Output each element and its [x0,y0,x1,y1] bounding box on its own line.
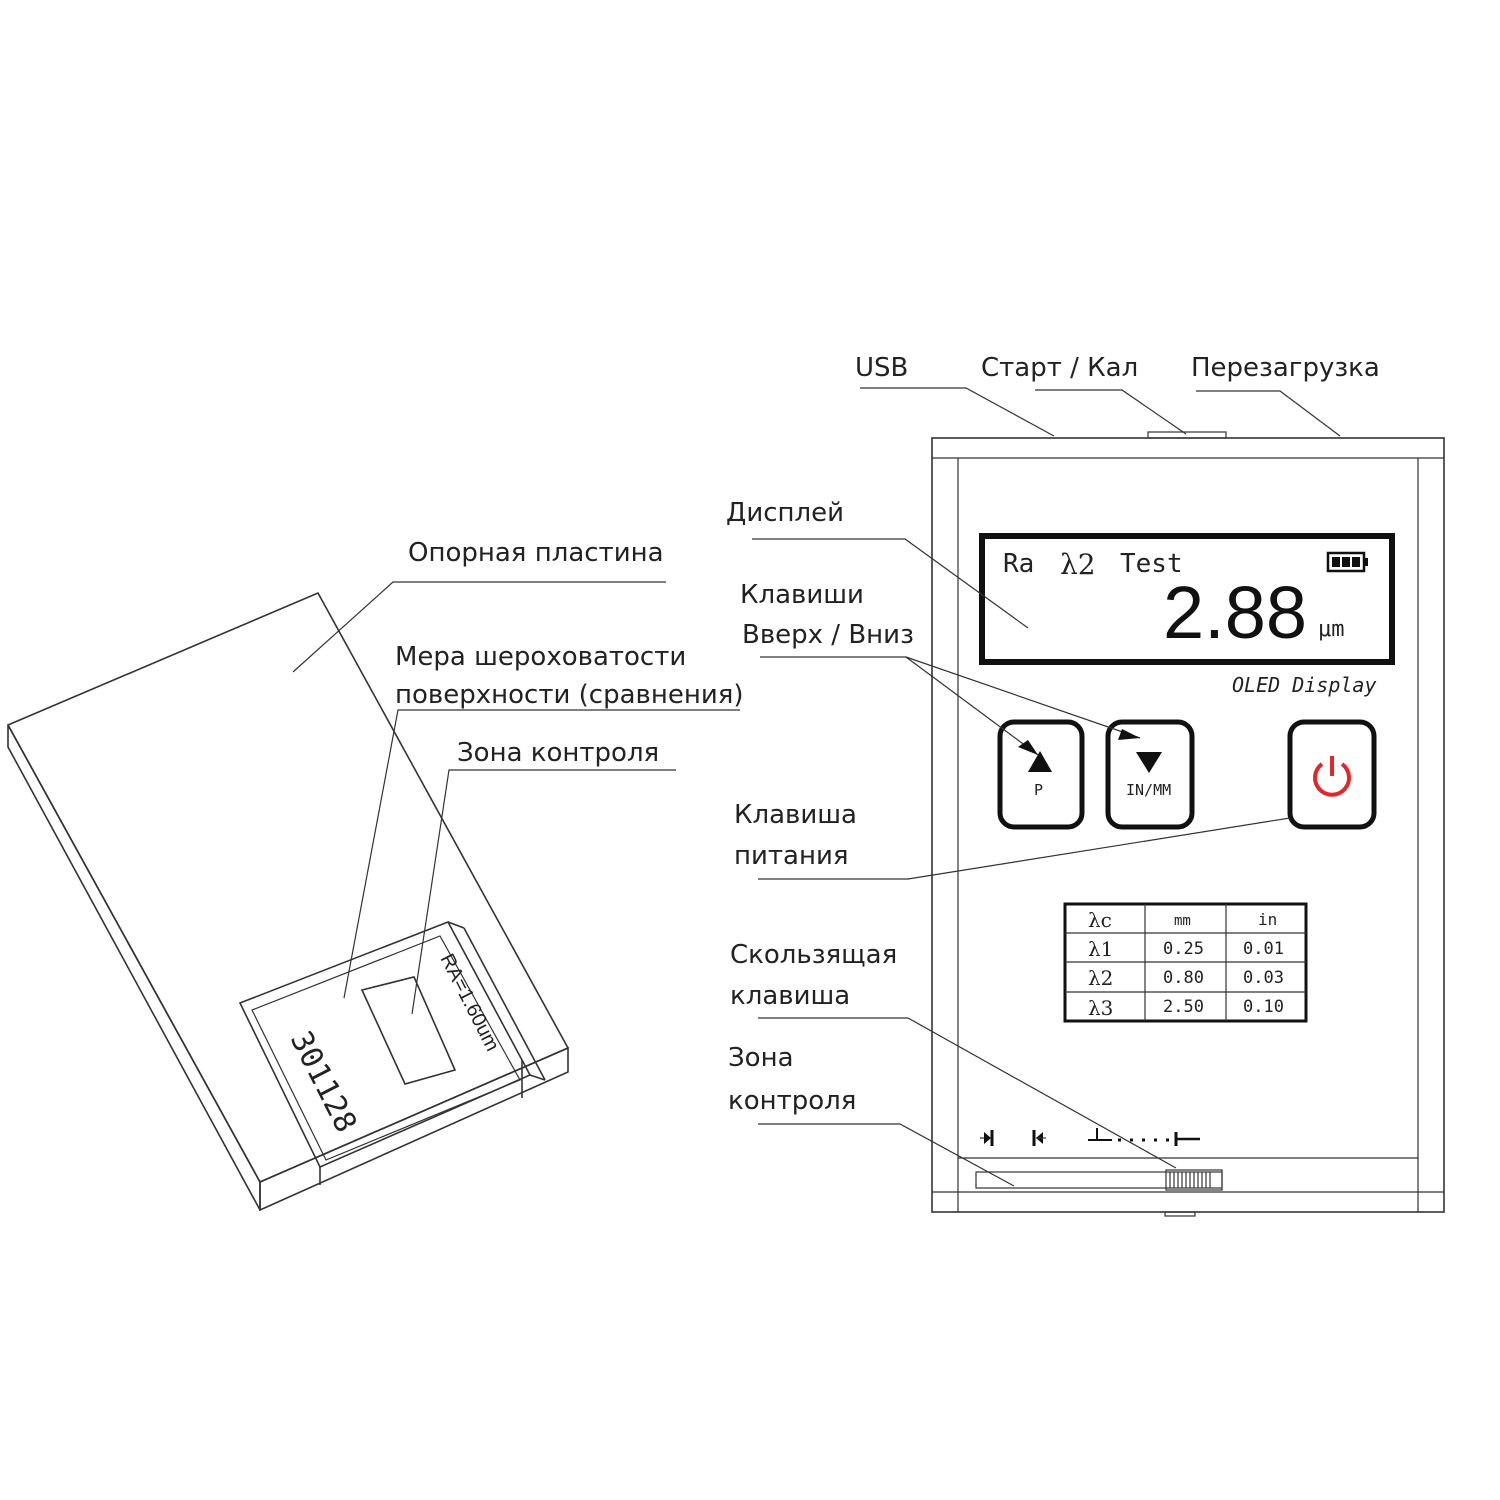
table-row-1-mm: 0.25 [1163,939,1204,959]
display-mode: Test [1120,549,1183,579]
down-button-label: IN/MM [1126,781,1172,799]
label-display: Дисплей [726,498,845,528]
table-header-in: in [1258,910,1278,929]
label-usb: USB [855,353,909,383]
slide-position-icons [980,1128,1200,1146]
label-power-line1: Клавиша [734,800,857,830]
table-header-mm: mm [1174,913,1191,929]
label-specimen-line2: поверхности (сравнения) [395,680,744,710]
table-row-3-mm: 2.50 [1163,997,1204,1017]
table-row-1-lambda: λ1 [1088,937,1114,961]
label-start-cal: Старт / Кал [981,353,1139,383]
display-caption: OLED Display [1232,673,1377,697]
display-param: Ra [1003,549,1035,579]
specimen-serial: 301128 [282,1025,364,1139]
up-button-label: P [1034,781,1044,799]
table-row-2-in: 0.03 [1243,968,1284,988]
label-zone-line2: контроля [728,1086,857,1116]
display-unit: μm [1318,617,1345,642]
power-button[interactable] [1290,722,1374,827]
table-row-3-in: 0.10 [1243,997,1284,1017]
table-row-2-lambda: λ2 [1088,966,1114,990]
cutoff-table [1065,904,1306,1021]
display-lambda: λ2 [1060,548,1096,581]
oled-display [982,536,1392,662]
label-reset: Перезагрузка [1191,353,1380,383]
label-slide-line2: клавиша [730,981,851,1011]
label-zone-line1: Зона [728,1043,794,1073]
roughness-specimen [240,922,545,1185]
table-header-lambda: λc [1088,908,1112,932]
label-slide-line1: Скользящая [730,940,898,970]
label-base-plate: Опорная пластина [408,538,664,568]
label-specimen-line1: Мера шероховатости [395,642,687,672]
table-row-2-mm: 0.80 [1163,968,1204,988]
up-button[interactable] [1000,722,1082,827]
test-zone-window [362,977,455,1084]
label-test-zone-left: Зона контроля [457,738,660,768]
label-keys-line2: Вверх / Вниз [742,620,914,650]
table-row-3-lambda: λ3 [1088,996,1114,1020]
slide-key[interactable] [976,1170,1222,1190]
label-keys-line1: Клавиши [740,580,864,610]
display-value: 2.88 [1163,571,1308,654]
table-row-1-in: 0.01 [1243,939,1284,959]
label-power-line2: питания [734,841,849,871]
specimen-ra-label: RA=1.60um [435,950,504,1055]
